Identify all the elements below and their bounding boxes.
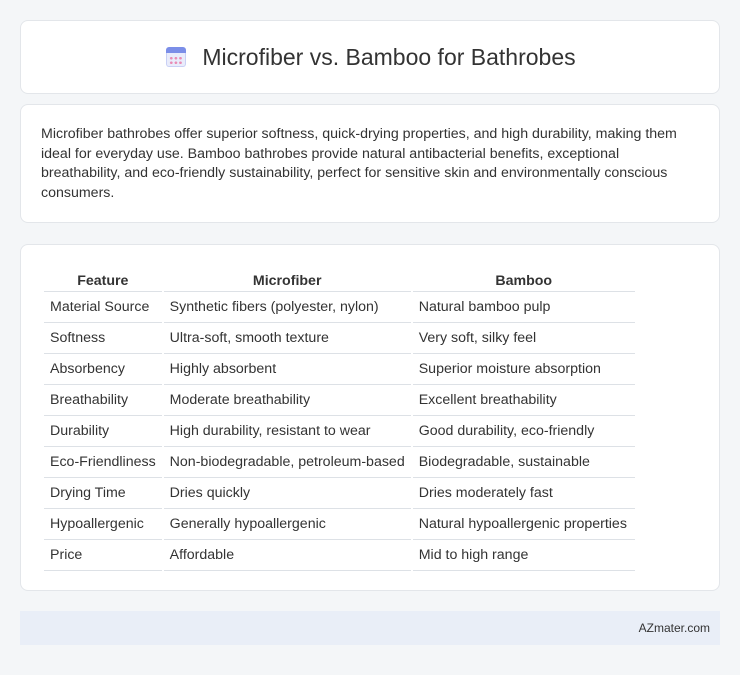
- footer-site-link[interactable]: AZmater.com: [638, 621, 710, 635]
- cell-feature: Eco-Friendliness: [44, 447, 162, 478]
- comparison-table: [42, 267, 637, 571]
- header-feature: Feature: [44, 267, 162, 292]
- comparison-table-card: [20, 244, 720, 591]
- title-card: [20, 20, 720, 94]
- header-bamboo: Bamboo: [413, 267, 635, 292]
- description-card: [20, 104, 720, 223]
- cell-bamboo: Biodegradable, sustainable: [413, 447, 635, 478]
- cell-bamboo: Very soft, silky feel: [413, 323, 635, 354]
- cell-microfiber: Generally hypoallergenic: [164, 509, 411, 540]
- cell-feature: Breathability: [44, 385, 162, 416]
- cell-feature: Material Source: [44, 292, 162, 323]
- cell-bamboo: Natural bamboo pulp: [413, 292, 635, 323]
- page-title: Microfiber vs. Bamboo for Bathrobes: [202, 43, 576, 70]
- cell-bamboo: Mid to high range: [413, 540, 635, 571]
- cell-microfiber: Dries quickly: [164, 478, 411, 509]
- table-header-row: [44, 267, 635, 292]
- cell-feature: Drying Time: [44, 478, 162, 509]
- cell-microfiber: Non-biodegradable, petroleum-based: [164, 447, 411, 478]
- cell-feature: Durability: [44, 416, 162, 447]
- table-row: [44, 478, 635, 509]
- cell-bamboo: Natural hypoallergenic properties: [413, 509, 635, 540]
- calendar-icon: [164, 45, 188, 69]
- table-row: [44, 385, 635, 416]
- table-row: [44, 416, 635, 447]
- cell-feature: Price: [44, 540, 162, 571]
- table-row: [44, 447, 635, 478]
- cell-bamboo: Good durability, eco-friendly: [413, 416, 635, 447]
- cell-bamboo: Excellent breathability: [413, 385, 635, 416]
- table-row: [44, 509, 635, 540]
- table-row: [44, 354, 635, 385]
- cell-microfiber: Ultra-soft, smooth texture: [164, 323, 411, 354]
- cell-feature: Softness: [44, 323, 162, 354]
- cell-microfiber: Synthetic fibers (polyester, nylon): [164, 292, 411, 323]
- cell-feature: Absorbency: [44, 354, 162, 385]
- table-row: [44, 540, 635, 571]
- table-row: [44, 323, 635, 354]
- cell-bamboo: Dries moderately fast: [413, 478, 635, 509]
- footer: [20, 611, 720, 645]
- cell-bamboo: Superior moisture absorption: [413, 354, 635, 385]
- cell-feature: Hypoallergenic: [44, 509, 162, 540]
- cell-microfiber: Highly absorbent: [164, 354, 411, 385]
- description-text: Microfiber bathrobes offer superior softness, quick-drying properties, and high durability, making them ideal for everyday use. Bamboo bathrobes provide natural antibacterial benefits, exceptional breathability, and eco-friendly sustainability, perfect for sensitive skin and environmentally conscious consumers.: [41, 126, 677, 201]
- header-microfiber: Microfiber: [164, 267, 411, 292]
- cell-microfiber: Moderate breathability: [164, 385, 411, 416]
- cell-microfiber: High durability, resistant to wear: [164, 416, 411, 447]
- cell-microfiber: Affordable: [164, 540, 411, 571]
- table-row: [44, 292, 635, 323]
